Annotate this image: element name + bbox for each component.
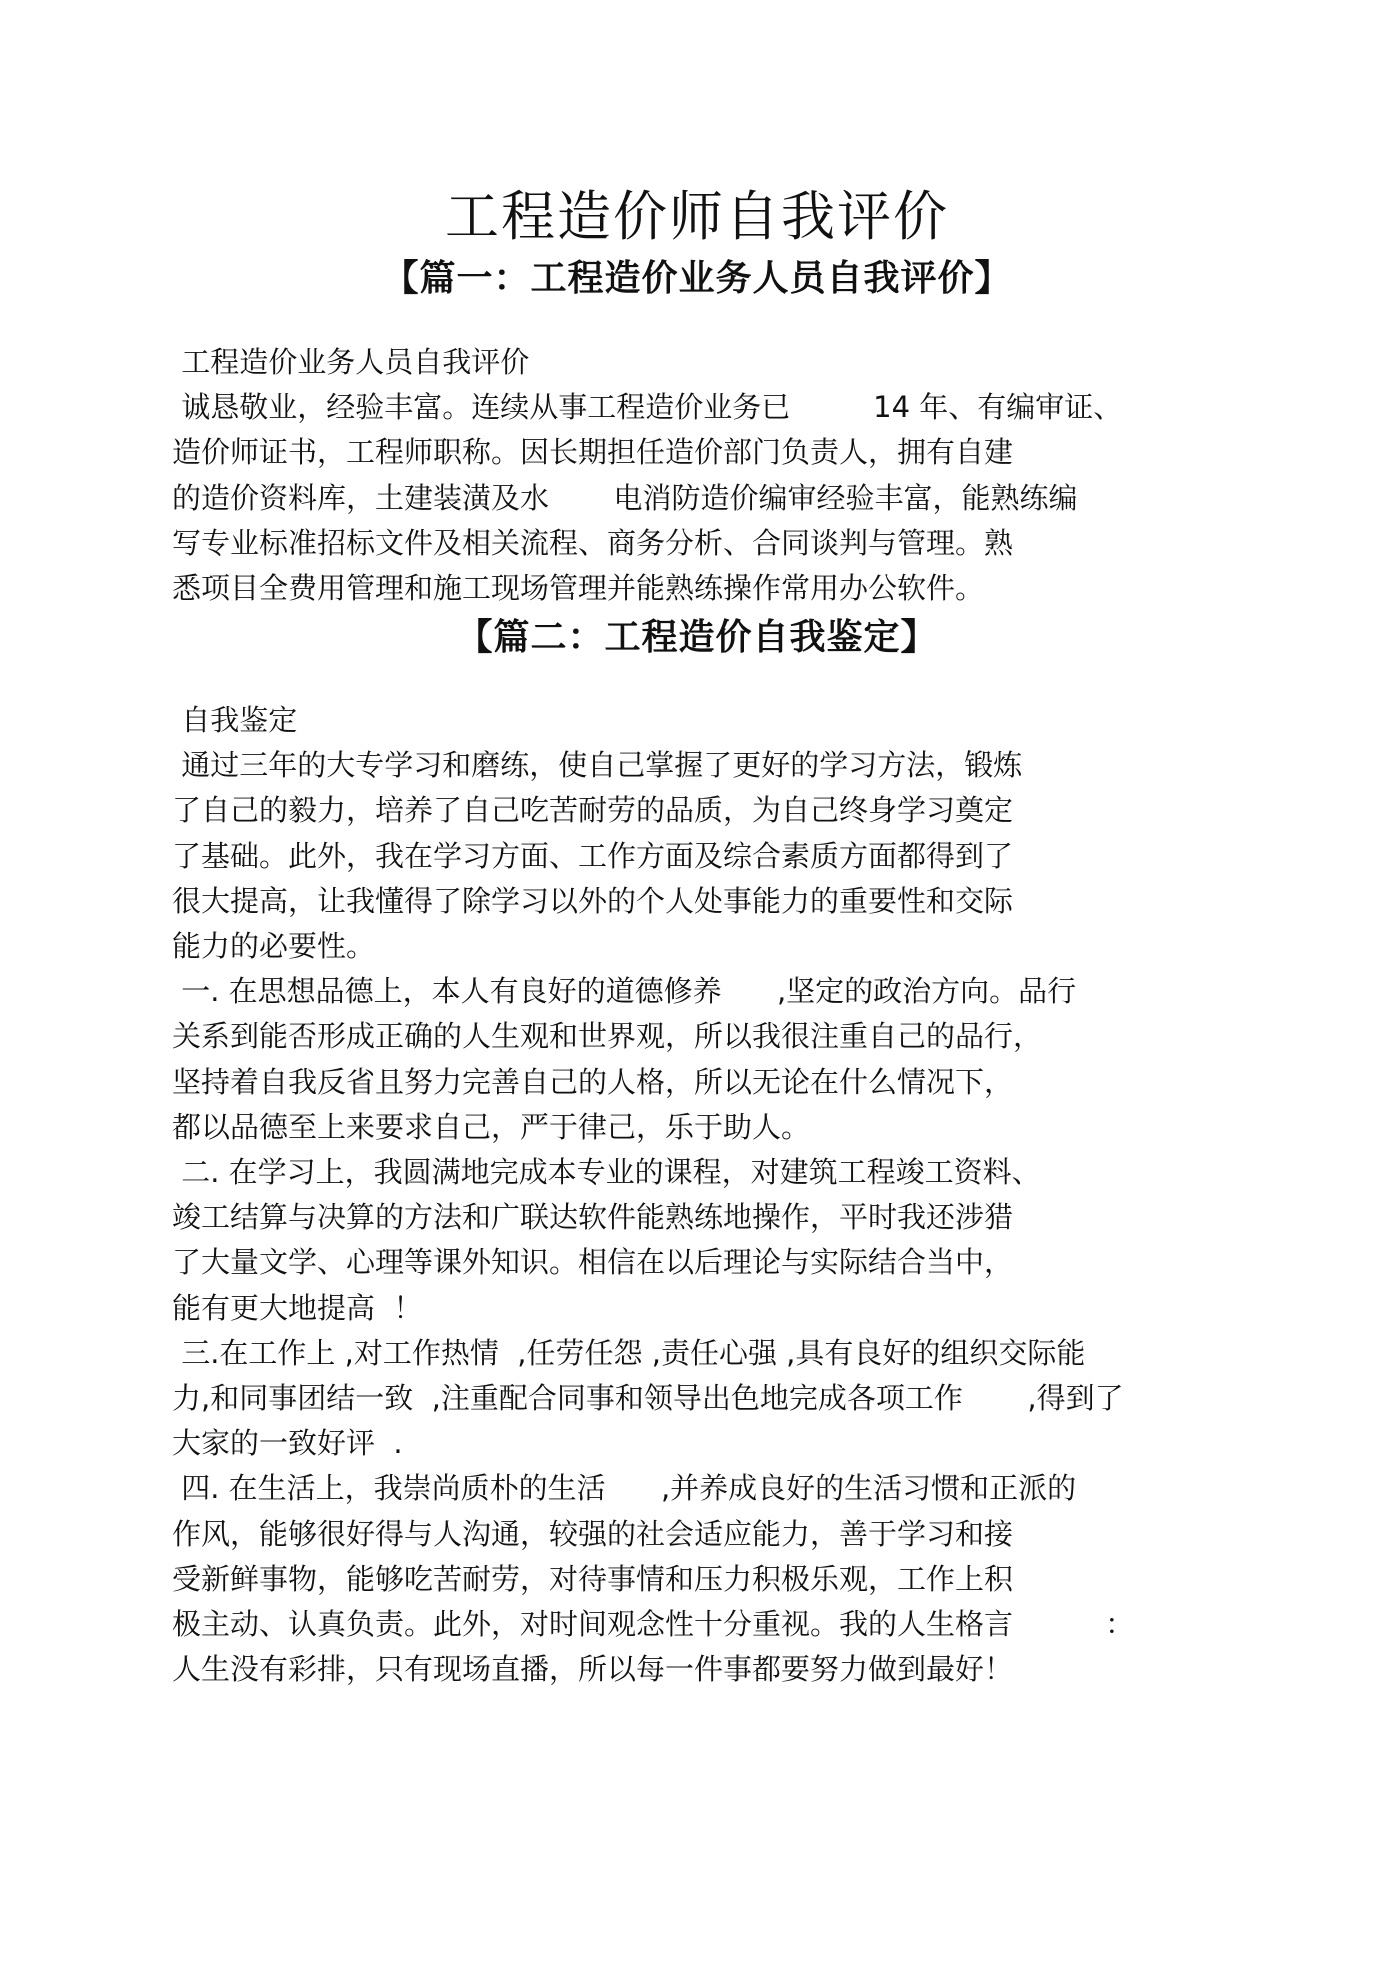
- text-line: 力,和同事团结一致 ,注重配合同事和领导出色地完成各项工作 ,得到了: [172, 1381, 1124, 1415]
- section-heading-1: 【篇一：工程造价业务人员自我评价】: [382, 258, 1012, 299]
- text-line: 人生没有彩排，只有现场直播，所以每一件事都要努力做到最好！: [172, 1652, 1014, 1687]
- text-line: 一. 在思想品德上，本人有良好的道德修养 ,坚定的政治方向。品行: [172, 974, 1077, 1009]
- text-line: 四. 在生活上，我崇尚质朴的生活 ,并养成良好的生活习惯和正派的: [172, 1471, 1077, 1506]
- text-line: 坚持着自我反省且努力完善自己的人格，所以无论在什么情况下，: [172, 1064, 1014, 1099]
- text-line: 工程造价业务人员自我评价: [172, 345, 530, 379]
- text-line: 二. 在学习上，我圆满地完成本专业的课程，对建筑工程竣工资料、: [172, 1155, 1041, 1189]
- text-line: 能有更大地提高 ！: [172, 1290, 423, 1325]
- text-line: 关系到能否形成正确的人生观和世界观，所以我很注重自己的品行，: [172, 1019, 1043, 1054]
- text-line: 很大提高，让我懂得了除学习以外的个人处事能力的重要性和交际: [172, 883, 1014, 918]
- text-line: 都以品德至上来要求自己，严于律己，乐于助人。: [172, 1109, 811, 1144]
- text-line: 通过三年的大专学习和磨练，使自己掌握了更好的学习方法，锻炼: [172, 748, 1023, 783]
- text-line: 写专业标准招标文件及相关流程、商务分析、合同谈判与管理。熟: [172, 525, 1014, 560]
- text-line: 造价师证书，工程师职称。因长期担任造价部门负责人，拥有自建: [172, 435, 1014, 470]
- text-line: 自我鉴定: [172, 703, 298, 737]
- text-line: 大家的一致好评 .: [172, 1426, 403, 1461]
- text-line: 了基础。此外，我在学习方面、工作方面及综合素质方面都得到了: [172, 838, 1014, 873]
- text-line: 能力的必要性。: [172, 929, 376, 963]
- text-line: 三.在工作上 ,对工作热情 ,任劳任怨 ,责任心强 ,具有良好的组织交际能: [172, 1335, 1086, 1370]
- text-line: 的造价资料库，土建装潢及水 电消防造价编审经验丰富，能熟练编: [172, 480, 1078, 515]
- document-title: 工程造价师自我评价: [445, 185, 949, 248]
- text-line: 了自己的毅力，培养了自己吃苦耐劳的品质，为自己终身学习奠定: [172, 793, 1014, 828]
- text-line: 悉项目全费用管理和施工现场管理并能熟练操作常用办公软件。: [172, 571, 985, 605]
- text-line: 极主动、认真负责。此外，对时间观念性十分重视。我的人生格言 ：: [172, 1607, 1135, 1641]
- text-line: 了大量文学、心理等课外知识。相信在以后理论与实际结合当中，: [172, 1245, 1014, 1280]
- text-line: 诚恳敬业，经验丰富。连续从事工程造价业务已 14 年、有编审证、: [172, 390, 1123, 425]
- text-line: 作风，能够很好得与人沟通，较强的社会适应能力，善于学习和接: [172, 1516, 1014, 1551]
- section-heading-2: 【篇二：工程造价自我鉴定】: [456, 617, 938, 658]
- text-line: 竣工结算与决算的方法和广联达软件能熟练地操作，平时我还涉猎: [172, 1200, 1014, 1235]
- text-line: 受新鲜事物，能够吃苦耐劳，对待事情和压力积极乐观，工作上积: [172, 1561, 1014, 1596]
